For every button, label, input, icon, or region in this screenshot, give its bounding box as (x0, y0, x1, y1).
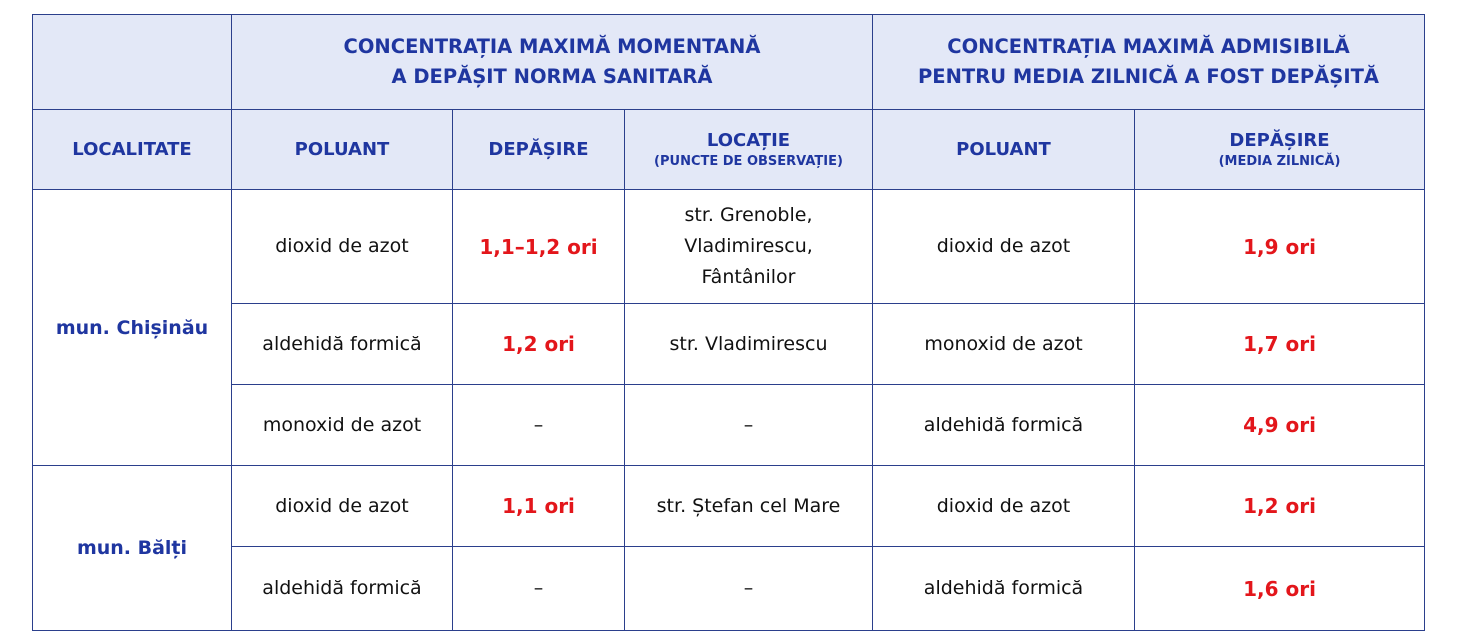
table-row (33, 304, 1425, 385)
cell-poluant-2: aldehidă formică (873, 547, 1135, 631)
col-header-locatie-title: LOCAȚIE (706, 129, 791, 151)
cell-locatie-line: Vladimirescu, (684, 235, 813, 257)
table-row (33, 190, 1425, 304)
pollution-table-container (32, 14, 1425, 631)
group-header-momentana-line-1: CONCENTRAȚIA MAXIMĂ MOMENTANĂ (343, 35, 761, 58)
cell-poluant: aldehidă formică (232, 304, 453, 385)
empty-corner-cell (33, 15, 232, 110)
group-header-momentana-line-2: A DEPĂȘIT NORMA SANITARĂ (391, 65, 713, 88)
cell-locatie: – (625, 385, 873, 466)
group-header-admisibila (873, 15, 1425, 110)
cell-poluant: monoxid de azot (232, 385, 453, 466)
locality-balti: mun. Bălți (33, 466, 232, 631)
column-header-row (33, 110, 1425, 190)
cell-depasire: 1,1 ori (453, 466, 625, 547)
col-header-localitate: LOCALITATE (33, 110, 232, 190)
locality-chisinau: mun. Chișinău (33, 190, 232, 466)
cell-locatie: – (625, 547, 873, 631)
cell-locatie-line: str. Grenoble, (684, 204, 813, 226)
cell-depasire: 1,1–1,2 ori (453, 190, 625, 304)
cell-depasire: – (453, 385, 625, 466)
col-header-depasire-2-subtitle: (MEDIA ZILNICĂ) (1218, 153, 1341, 169)
cell-poluant: aldehidă formică (232, 547, 453, 631)
group-header-admisibila-line-2: PENTRU MEDIA ZILNICĂ A FOST DEPĂȘITĂ (918, 65, 1380, 88)
cell-depasire-2: 1,2 ori (1135, 466, 1425, 547)
cell-depasire: 1,2 ori (453, 304, 625, 385)
col-header-poluant: POLUANT (232, 110, 453, 190)
col-header-locatie-subtitle: (PUNCTE DE OBSERVAȚIE) (654, 153, 843, 169)
table-row (33, 547, 1425, 631)
cell-locatie (625, 190, 873, 304)
cell-depasire-2: 1,7 ori (1135, 304, 1425, 385)
col-header-locatie (625, 110, 873, 190)
cell-locatie: str. Ștefan cel Mare (625, 466, 873, 547)
table-row (33, 385, 1425, 466)
cell-depasire-2: 4,9 ori (1135, 385, 1425, 466)
cell-depasire-2: 1,6 ori (1135, 547, 1425, 631)
group-header-admisibila-line-1: CONCENTRAȚIA MAXIMĂ ADMISIBILĂ (947, 35, 1350, 58)
cell-poluant: dioxid de azot (232, 466, 453, 547)
table-row (33, 466, 1425, 547)
cell-poluant-2: monoxid de azot (873, 304, 1135, 385)
group-header-momentana (232, 15, 873, 110)
cell-depasire-2: 1,9 ori (1135, 190, 1425, 304)
cell-poluant-2: dioxid de azot (873, 466, 1135, 547)
cell-poluant-2: aldehidă formică (873, 385, 1135, 466)
cell-locatie-line: Fântânilor (701, 266, 796, 288)
pollution-exceedance-table (32, 14, 1425, 631)
col-header-depasire-2 (1135, 110, 1425, 190)
cell-locatie: str. Vladimirescu (625, 304, 873, 385)
cell-poluant: dioxid de azot (232, 190, 453, 304)
cell-poluant-2: dioxid de azot (873, 190, 1135, 304)
group-header-row (33, 15, 1425, 110)
col-header-poluant-2: POLUANT (873, 110, 1135, 190)
col-header-depasire-2-title: DEPĂȘIRE (1229, 129, 1330, 151)
cell-depasire: – (453, 547, 625, 631)
col-header-depasire: DEPĂȘIRE (453, 110, 625, 190)
